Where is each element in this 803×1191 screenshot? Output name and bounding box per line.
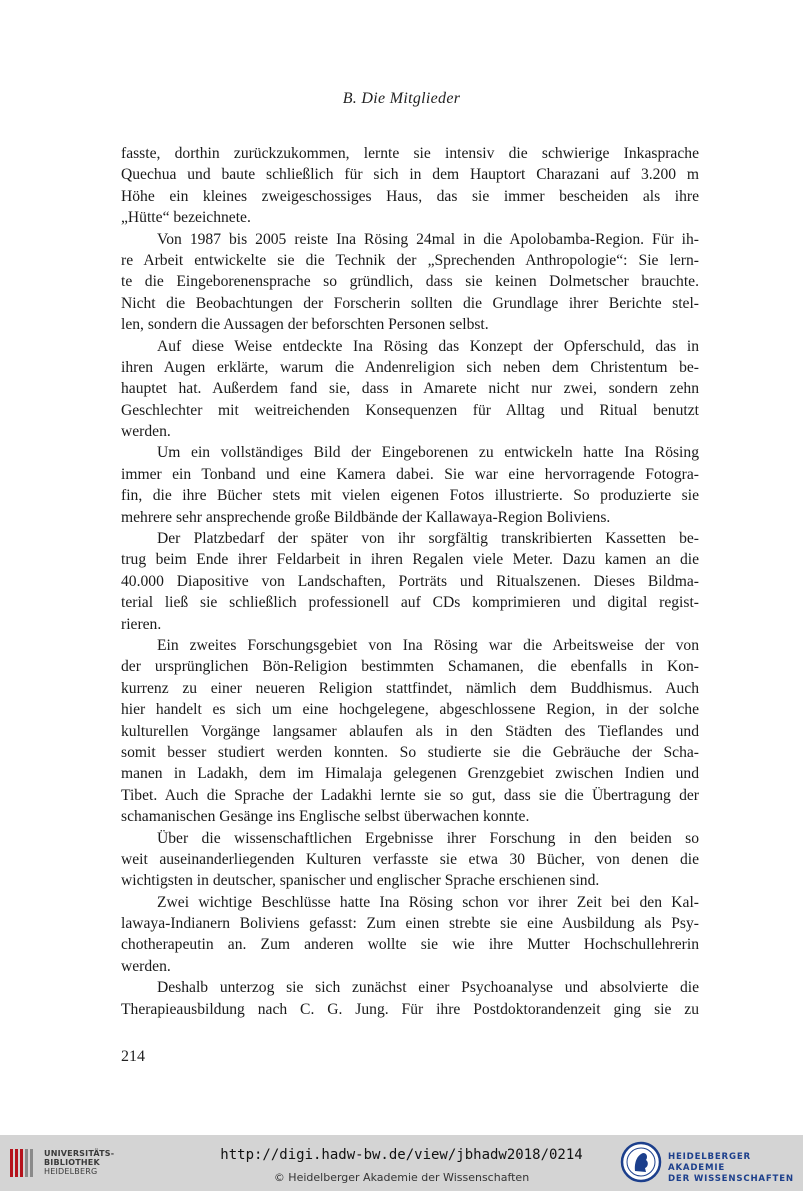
text-line: ihren Augen erklärte, warum die Andenreligion sich neben dem Christentum be-	[121, 358, 699, 376]
permalink-url[interactable]: http://digi.hadw-bw.de/view/jbhadw2018/0214	[220, 1147, 583, 1163]
copyright-notice: © Heidelberger Akademie der Wissenschaften	[273, 1171, 530, 1184]
text-line: wichtigsten in deutscher, spanischer und englischer Sprache erschienen sind.	[121, 872, 600, 890]
text-line: Höhe ein kleines zweigeschossiges Haus, das sie immer bescheiden als ihre	[121, 187, 699, 205]
hadw-logo-text: HEIDELBERGER AKADEMIE DER WISSENSCHAFTEN	[668, 1152, 794, 1184]
text-line: re Arbeit entwickelte sie die Technik der „Sprechenden Anthropologie“: Sie lern-	[121, 251, 699, 269]
text-line: werden.	[121, 423, 171, 441]
text-line: Von 1987 bis 2005 reiste Ina Rösing 24mal in die Apolobamba-Region. Für ih-	[157, 230, 699, 248]
text-line: Der Platzbedarf der später von ihr sorgfältig transkribierten Kassetten be-	[157, 530, 699, 548]
hadw-seal-icon	[620, 1141, 662, 1183]
text-line: Tibet. Auch die Sprache der Ladakhi lernte sie so gut, dass sie die Übertragung der	[121, 786, 699, 804]
page-number: 214	[121, 1048, 145, 1065]
text-line: Therapieausbildung nach C. G. Jung. Für ihre Postdoktorandenzeit ging sie zu	[121, 1000, 699, 1018]
text-line: schamanischen Gesänge ins Englische selbst überwachen konnte.	[121, 808, 530, 826]
text-line: Deshalb unterzog sie sich zunächst einer Psychoanalyse und absolvierte die	[157, 979, 699, 997]
text-line: Über die wissenschaftlichen Ergebnisse ihrer Forschung in den beiden so	[157, 829, 699, 847]
text-line: mehrere sehr ansprechende große Bildbände der Kallawaya-Region Boliviens.	[121, 508, 611, 526]
text-line: Quechua und baute schließlich für sich in dem Hauptort Charazani auf 3.200 m	[121, 166, 699, 184]
text-line: der ursprünglichen Bön-Religion bestimmten Schamanen, die ebenfalls in Kon-	[121, 658, 699, 676]
text-line: „Hütte“ bezeichnete.	[121, 209, 251, 227]
text-line: Um ein vollständiges Bild der Eingeborenen zu entwickeln hatte Ina Rösing	[157, 444, 699, 462]
text-line: fasste, dorthin zurückzukommen, lernte sie intensiv die schwierige Inkasprache	[121, 145, 699, 162]
text-line: hier handelt es sich um eine hochgelegene, abgeschlossene Region, in der solche	[121, 701, 699, 719]
text-line: Auf diese Weise entdeckte Ina Rösing das Konzept der Opferschuld, das in	[157, 337, 699, 355]
text-line: Zwei wichtige Beschlüsse hatte Ina Rösing schon vor ihrer Zeit bei den Kal-	[157, 893, 699, 911]
text-line: len, sondern die Aussagen der beforschten Personen selbst.	[121, 316, 489, 334]
text-line: chotherapeutin an. Zum anderen wollte sie wie ihre Mutter Hochschullehrerin	[121, 936, 699, 954]
text-line: kurrenz zu einer neueren Religion stattfindet, nämlich dem Buddhismus. Auch	[121, 679, 699, 697]
hadw-logo[interactable]	[620, 1141, 800, 1185]
text-line: werden.	[121, 957, 171, 975]
text-line: immer ein Tonband und eine Kamera dabei. Sie war eine hervorragende Fotogra-	[121, 465, 699, 483]
running-head: B. Die Mitglieder	[342, 90, 461, 107]
text-line: Ein zweites Forschungsgebiet von Ina Rösing war die Arbeitsweise der von	[157, 636, 699, 654]
footer-bar	[0, 1135, 803, 1191]
text-line: trug beim Ende ihrer Feldarbeit in ihren Regalen viele Meter. Dazu kamen an die	[121, 551, 699, 569]
text-line: kulturellen Vorgänge langsamer ablaufen als in den Städten des Tieflandes und	[121, 722, 699, 740]
text-line: 40.000 Diapositive von Landschaften, Porträts und Ritualszenen. Dieses Bildma-	[121, 572, 699, 590]
text-line: hauptet hat. Außerdem fand sie, dass in Amarete nicht nur zwei, sondern zehn	[121, 380, 699, 398]
text-line: terial ließ sie schließlich professionell auf CDs komprimieren und digital regist-	[121, 594, 699, 612]
body-text	[121, 143, 699, 1020]
text-line: somit besser studiert werden konnten. So studierte sie die Gebräuche der Scha-	[121, 743, 699, 761]
text-line: Nicht die Beobachtungen der Forscherin sollten die Grundlage ihrer Berichte stel-	[121, 294, 699, 312]
text-line: te die Eingeborenensprache so gründlich, dass sie keinen Dolmetscher brauchte.	[121, 273, 699, 291]
text-line: lawaya-Indianern Boliviens gefasst: Zum einen strebte sie eine Ausbildung als Psy-	[121, 915, 699, 933]
text-line: Geschlechter mit weitreichenden Konsequenzen für Alltag und Ritual benutzt	[121, 401, 699, 419]
text-line: rieren.	[121, 615, 162, 633]
text-line: manen in Ladakh, dem im Himalaja gelegenen Grenzgebiet zwischen Indien und	[121, 765, 699, 783]
text-line: weit auseinanderliegenden Kulturen verfasste sie etwa 30 Bücher, von denen die	[121, 850, 699, 868]
ub-logo-text: UNIVERSITÄTS- BIBLIOTHEK HEIDELBERG	[44, 1149, 115, 1176]
text-line: fin, die ihre Bücher stets mit vielen eigenen Fotos illustrierte. So produzierte sie	[121, 487, 699, 505]
